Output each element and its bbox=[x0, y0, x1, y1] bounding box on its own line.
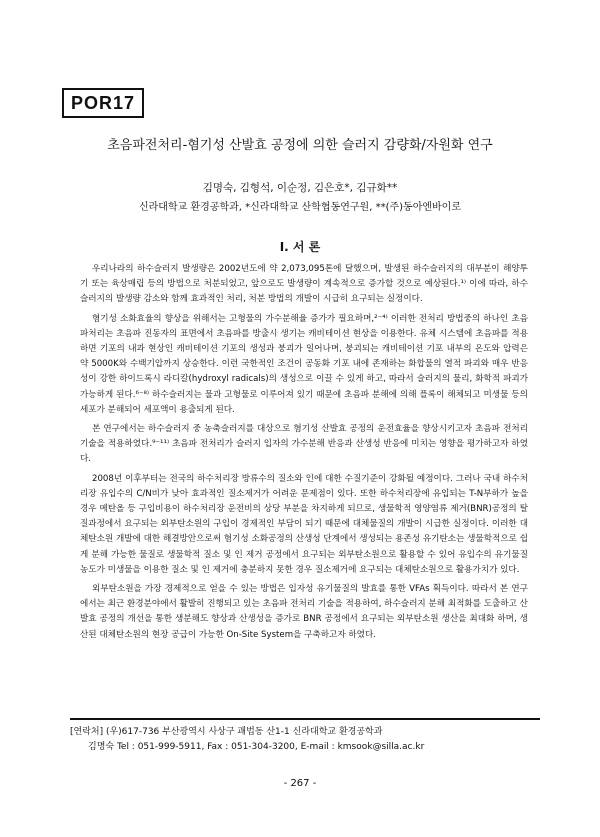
contact-address: [연락처] (우)617-736 부산광역시 사상구 괘법동 산1-1 신라대학교 환경공학과 bbox=[70, 727, 383, 737]
contact-details: 김명숙 Tel : 051-999-5911, Fax : 051-304-3200, E-mail : kmsook@silla.ac.kr bbox=[88, 742, 425, 752]
paragraph: 혐기성 소화효율의 향상을 위해서는 고형물의 가수분해율 증가가 필요하며,²⁻⁴⁾ 이러한 전처리 방법중의 하나인 초음파처리는 초음파 진동자의 표면에서 초음파를 방출시 생기는 캐비테이션 현상을 이용한다. 유체 시스템에 초음파를 적용하면 기포의 내과 현상인 캐비테이션 기포의 생성과 붕괴가 일어나며, 붕괴되는 캐비테이션 기포 내부의 온도와 압력은 약 5000K와 수백기압까지 상승한다. 이런 국한적인 조건이 공동화 기포 내에 존재하는 화합물의 열적 파괴와 매우 반응성이 강한 하이드록시 라디칼(hydroxyl radicals)의 생성으로 이끌 수 있게 하고, 따라서 슬러지의 물리, 화학적 파괴가 가능하게 된다.⁶⁻⁸⁾ 하수슬러지는 물과 고형물로 이루어져 있기 때문에 초음파 분해에 의해 플록이 해체되고 미생물 등의 세포가 분해되어 세포액이 용출되게 된다. bbox=[80, 313, 528, 415]
paragraph: 본 연구에서는 하수슬러지 중 농축슬러지를 대상으로 혐기성 산발효 공정의 운전효율을 향상시키고자 초음파 전처리 기술을 적용하였다.⁹⁻¹¹⁾ 초음파 전처리가 슬러지 입자의 가수분해 반응과 산생성 반응에 미치는 영향을 평가하고자 하였다. bbox=[80, 424, 528, 465]
affiliation: 신라대학교 환경공학과, *신라대학교 산학협동연구원, **(주)동아엔바이로 bbox=[138, 202, 461, 213]
contact-footer bbox=[70, 718, 540, 755]
authors: 김명숙, 김형석, 이순정, 김은호*, 김규화** bbox=[202, 182, 398, 194]
body-text bbox=[80, 262, 528, 647]
page-number: - 267 - bbox=[283, 778, 317, 789]
section-title: I. 서 론 bbox=[279, 240, 321, 254]
poster-code-box bbox=[62, 88, 144, 118]
poster-code: POR17 bbox=[70, 92, 136, 113]
paragraph: 외부탄소원을 가장 경제적으로 얻을 수 있는 방법은 입자성 유기물질의 발효를 통한 VFAs 획득이다. 따라서 본 연구에서는 최근 환경분야에서 활발히 진행되고 있는 초음파 전처리 기술을 적용하여, 하수슬러지 분해 최적화를 도출하고 산발효 공정의 개선을 통한 생분해도 향상과 산생성을 증가로 BNR 공정에서 요구되는 외부탄소원 생산을 최대화 하며, 생산된 대체탄소원의 현장 공급이 가능한 On-Site System을 구축하고자 하였다. bbox=[80, 584, 528, 640]
paragraph: 우리나라의 하수슬러지 발생량은 2002년도에 약 2,073,095톤에 달했으며, 발생된 하수슬러지의 대부분이 해양투기 또는 육상매립 등의 방법으로 처분되었고, 앞으로도 발생량이 계속적으로 증가할 것으로 예상된다.¹⁾ 이에 따라, 하수슬러지의 발생량 감소와 함께 효과적인 처리, 처분 방법의 개발이 시급히 요구되는 실정이다. bbox=[80, 264, 528, 305]
paragraph: 2008년 이후부터는 전국의 하수처리장 방류수의 질소와 인에 대한 수질기준이 강화될 예정이다. 그러나 국내 하수처리장 유입수의 C/N비가 낮아 효과적인 질소제거가 어려운 문제점이 있다. 또한 하수처리장에 유입되는 T-N부하가 높을 경우 메탄올 등 구입비용이 하수처리장 운전비의 상당 부분을 차지하게 되므로, 생물학적 영양염류 제거(BNR)공정의 탈질과정에서 요구되는 외부탄소원의 구입이 경제적인 부담이 되기 때문에 대체물질의 개발이 시급한 실정이다. 이러한 대체탄소원 개발에 대한 해결방안으로써 혐기성 소화공정의 산생성 단계에서 생성되는 용존성 유기탄소는 생물학적으로 쉽게 분해 가능한 물질로 생물학적 질소 및 인 제거 공정에서 요구되는 외부탄소원으로 활용할 수 있어 유입수의 유기물질 농도가 미생물을 이용한 질소 및 인 제거에 충분하지 못한 경우 질소제거에 요구되는 대체탄소원으로 활용가치가 있다. bbox=[80, 473, 528, 575]
paper-title: 초음파전처리-혐기성 산발효 공정에 의한 슬러지 감량화/자원화 연구 bbox=[107, 138, 493, 153]
